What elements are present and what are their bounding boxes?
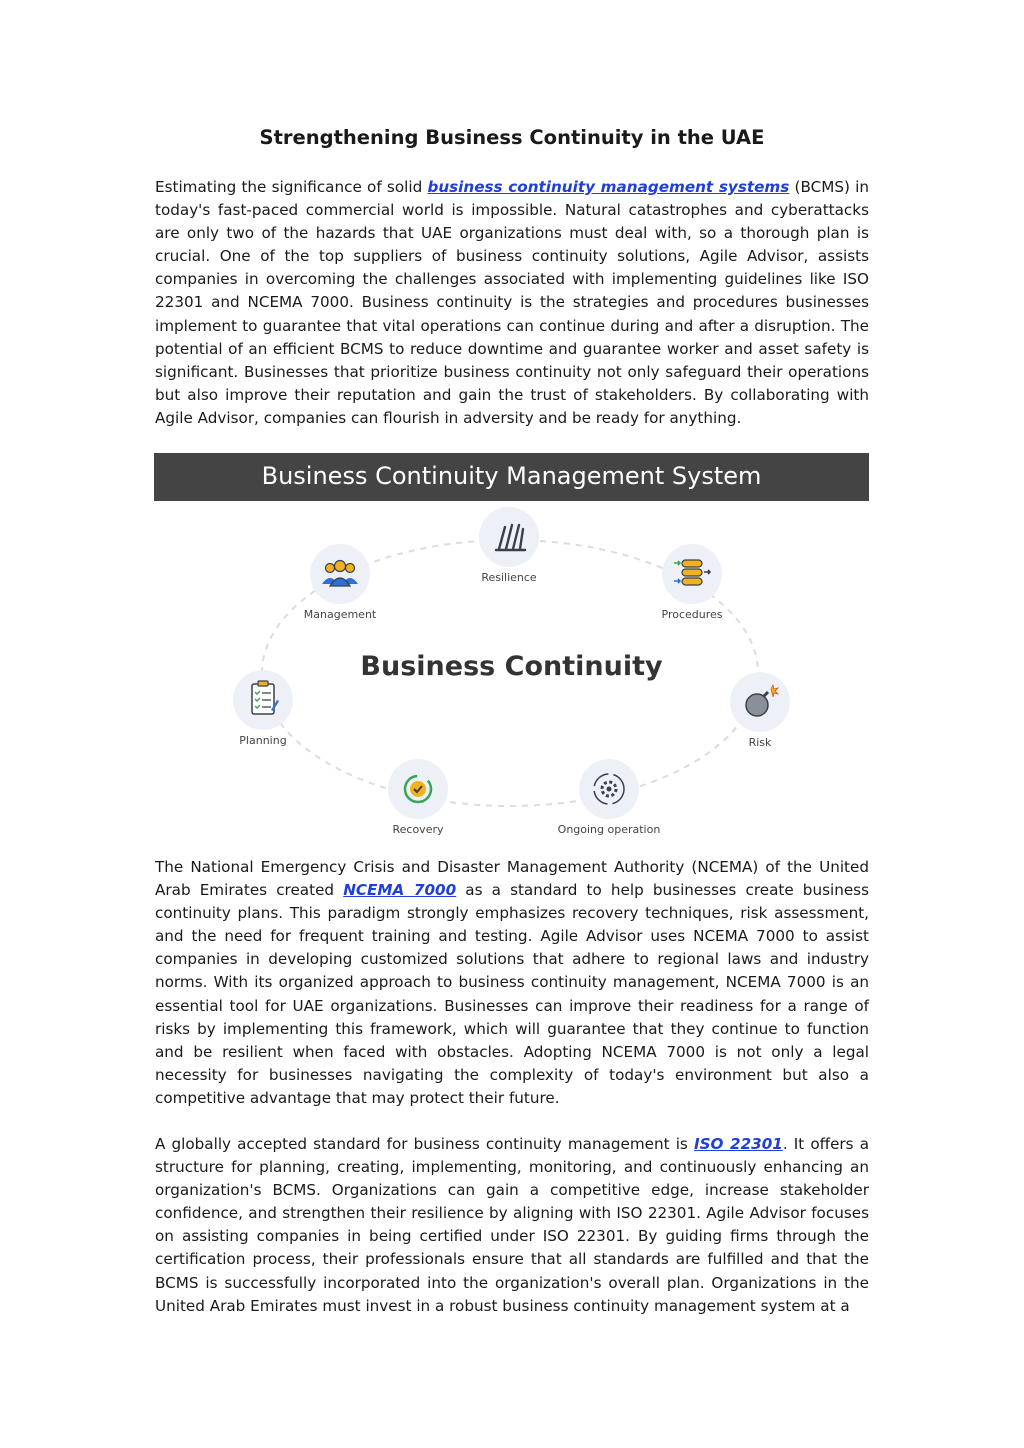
diagram-center-label: Business Continuity	[360, 651, 663, 682]
recovery-check-icon	[388, 759, 448, 819]
node-planning	[193, 670, 333, 760]
team-icon	[310, 544, 370, 604]
paragraph-text: . It offers a structure for planning, creating, implementing, monitoring, and continuously enhancing an organization's BCMS. Organizations can gain a competitive edge, increase stakeholder confidence, and strengthen their resilience by aligning with ISO 22301. Agile Advisor focuses on assisting companies in being certified under ISO 22301. By guiding firms through the certification process, their professionals ensure that all standards are fulfilled and that the BCMS is successfully incorporated into the organization's overall plan. Organizations in the United Arab Emirates must invest in a robust business continuity management system at a	[155, 1135, 869, 1315]
checklist-icon	[233, 670, 293, 730]
bcms-link[interactable]: business continuity management systems	[427, 178, 790, 196]
paragraph-text: A globally accepted standard for business continuity management is	[155, 1135, 694, 1153]
database-arrows-icon	[662, 544, 722, 604]
node-ongoing-operation	[539, 759, 679, 849]
paragraph-text: (BCMS) in today's fast-paced commercial world is impossible. Natural catastrophes and cyberattacks are only two of the hazards that UAE organizations must deal with, so a thorough plan is crucial. One of the top suppliers of business continuity solutions, Agile Advisor, assists companies in overcoming the challenges associated with implementing guidelines like ISO 22301 and NCEMA 7000. Business continuity is the strategies and procedures businesses implement to guarantee that vital operations can continue during and after a disruption. The potential of an efficient BCMS to reduce downtime and guarantee worker and asset safety is significant. Businesses that prioritize business continuity not only safeguard their operations but also improve their reputation and gain the trust of stakeholders. By collaborating with Agile Advisor, companies can flourish in adversity and be ready for anything.	[155, 178, 869, 427]
node-label: Procedures	[661, 608, 723, 621]
bomb-icon	[730, 672, 790, 732]
paragraph-text: The National Emergency Crisis and Disaster Management Authority (NCEMA) of the United Arab Emirates created	[155, 858, 869, 900]
iso-paragraph	[155, 1133, 869, 1318]
node-management	[270, 544, 410, 634]
page-title: Strengthening Business Continuity in the UAE	[259, 126, 765, 149]
node-risk	[690, 672, 830, 762]
node-label: Management	[303, 608, 377, 621]
gear-cycle-icon	[579, 759, 639, 819]
node-label: Resilience	[481, 571, 537, 584]
ncema-paragraph	[155, 856, 869, 1110]
node-resilience	[439, 507, 579, 597]
figure-banner-title: Business Continuity Management System	[154, 453, 869, 501]
node-procedures	[622, 544, 762, 634]
paragraph-text: as a standard to help businesses create business continuity plans. This paradigm strongly emphasizes recovery techniques, risk assessment, and the need for frequent training and testing. Agile Advisor uses NCEMA 7000 to assist companies in developing customized solutions that adhere to regional laws and industry norms. With its organized approach to business continuity management, NCEMA 7000 is an essential tool for UAE organizations. Businesses can improve their readiness for a range of risks by implementing this framework, which will guarantee that they continue to function and be resilient when faced with obstacles. Adopting NCEMA 7000 is not only a legal necessity for businesses navigating the complexity of today's environment but also a competitive advantage that may protect their future.	[155, 881, 869, 1107]
paragraph-text: Estimating the significance of solid	[155, 178, 428, 196]
node-label: Ongoing operation	[557, 823, 661, 836]
bcms-figure	[154, 453, 869, 845]
bcms-cycle-diagram	[154, 501, 869, 845]
node-label: Planning	[239, 734, 287, 747]
node-label: Risk	[748, 736, 772, 749]
ncema-7000-link[interactable]: NCEMA 7000	[343, 881, 457, 900]
node-recovery	[348, 759, 488, 849]
intro-paragraph	[155, 176, 869, 430]
iso-22301-link[interactable]: ISO 22301	[693, 1135, 783, 1153]
node-label: Recovery	[392, 823, 444, 836]
books-icon	[479, 507, 539, 567]
